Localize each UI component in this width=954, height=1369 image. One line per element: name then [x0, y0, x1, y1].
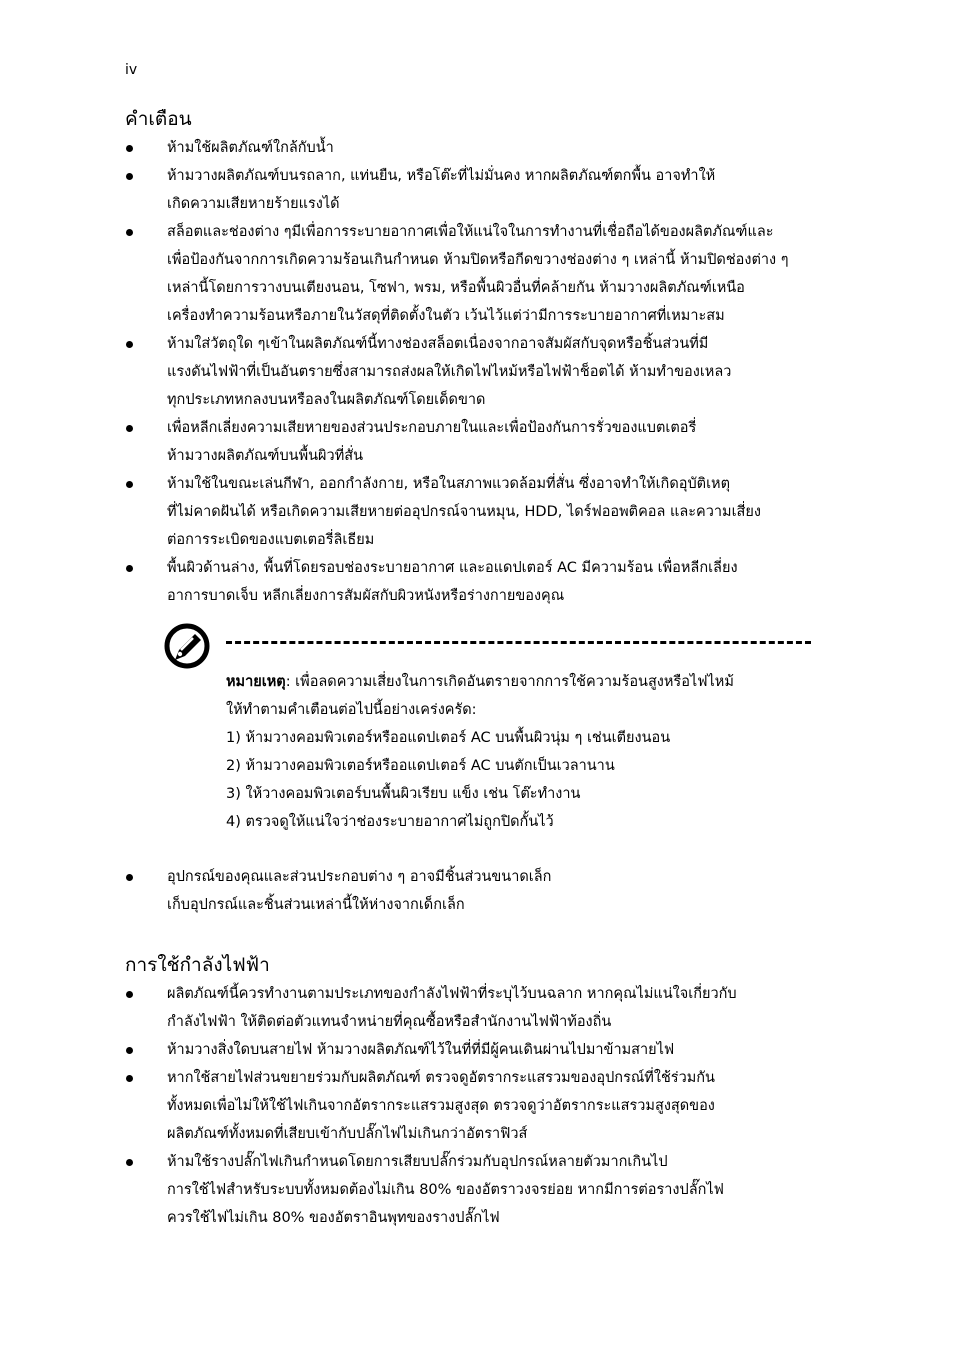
bullet-icon	[126, 1159, 133, 1166]
bullet-icon	[126, 425, 133, 432]
bullet-icon	[126, 229, 133, 236]
list-item	[125, 218, 815, 330]
parts-list	[125, 863, 815, 919]
list-item	[125, 1148, 815, 1232]
list-item	[125, 414, 815, 470]
item-text: เพื่อหลีกเลี่ยงความเสียหายของส่วนประกอบภายในและเพื่อป้องกันการรั่วของแบตเตอรี่	[167, 420, 697, 436]
item-text: อาการบาดเจ็บ หลีกเลี่ยงการสัมผัสกับผิวหนังหรือร่างกายของคุณ	[167, 588, 565, 604]
item-text: ต่อการระเบิดของแบตเตอรี่ลิเธียม	[167, 532, 375, 548]
bullet-icon	[126, 1075, 133, 1082]
item-text: ห้ามวางผลิตภัณฑ์บนพื้นผิวที่สั่น	[167, 448, 364, 464]
note-pencil-icon	[163, 622, 211, 670]
item-text: กำลังไฟฟ้า ให้ติดต่อตัวแทนจำหน่ายที่คุณซื้อหรือสำนักงานไฟฟ้าท้องถิ่น	[167, 1014, 612, 1030]
power-list	[125, 980, 815, 1232]
list-item	[125, 470, 815, 554]
item-text: เก็บอุปกรณ์และชิ้นส่วนเหล่านี้ให้ห่างจากเด็กเล็ก	[167, 897, 465, 913]
note-step: 2) ห้ามวางคอมพิวเตอร์หรืออแดปเตอร์ AC บนตักเป็นเวลานาน	[226, 758, 615, 774]
item-text: ควรใช้ไฟไม่เกิน 80% ของอัตราอินพุทของรางปลั๊กไฟ	[167, 1210, 500, 1226]
bullet-icon	[126, 481, 133, 488]
list-item	[125, 330, 815, 414]
power-heading: การใช้กำลังไฟฟ้า	[125, 954, 270, 976]
item-text: แรงดันไฟฟ้าที่เป็นอันตรายซึ่งสามารถส่งผลให้เกิดไฟไหม้หรือไฟฟ้าช็อตได้ ห้ามทำของเหลว	[167, 364, 732, 380]
item-text: ทั้งหมดเพื่อไม่ให้ใช้ไฟเกินจากอัตรากระแสรวมสูงสุด ตรวจดูว่าอัตรากระแสรวมสูงสุดของ	[167, 1098, 715, 1114]
item-text: เพื่อป้องกันจากการเกิดความร้อนเกินกำหนด ห้ามปิดหรือกีดขวางช่องต่าง ๆ เหล่านี้ ห้ามปิดช่องต่าง ๆ	[167, 252, 789, 268]
item-text: พื้นผิวด้านล่าง, พื้นที่โดยรอบช่องระบายอากาศ และอแดปเตอร์ AC มีความร้อน เพื่อหลีกเลี่ยง	[167, 560, 738, 576]
item-text: ห้ามวางสิ่งใดบนสายไฟ ห้ามวางผลิตภัณฑ์ไว้ในที่ที่มีผู้คนเดินผ่านไปมาข้ามสายไฟ	[167, 1042, 675, 1058]
page-number: iv	[125, 62, 138, 78]
bullet-icon	[126, 874, 133, 881]
item-text: ห้ามใช้ในขณะเล่นกีฬา, ออกกำลังกาย, หรือในสภาพแวดล้อมที่สั่น ซึ่งอาจทำให้เกิดอุบัติเหตุ	[167, 476, 731, 492]
item-text: การใช้ไฟสำหรับระบบทั้งหมดต้องไม่เกิน 80% ของอัตราวงจรย่อย หากมีการต่อรางปลั๊กไฟ	[167, 1182, 724, 1198]
item-text: สล็อตและช่องต่าง ๆมีเพื่อการระบายอากาศเพื่อให้แน่ใจในการทำงานที่เชื่อถือได้ของผลิตภัณฑ์และ	[167, 224, 774, 240]
warnings-heading: คำเตือน	[125, 108, 192, 130]
note-box	[226, 668, 816, 836]
note-line	[226, 668, 816, 696]
item-text: ทุกประเภทหกลงบนหรือลงในผลิตภัณฑ์โดยเด็ดขาด	[167, 392, 486, 408]
list-item	[125, 1036, 815, 1064]
note-text: ให้ทำตามคำเตือนต่อไปนี้อย่างเคร่งครัด:	[226, 702, 477, 718]
item-text: ผลิตภัณฑ์ทั้งหมดที่เสียบเข้ากับปลั๊กไฟไม่เกินกว่าอัตราฟิวส์	[167, 1126, 528, 1142]
warnings-list	[125, 134, 815, 610]
list-item	[125, 980, 815, 1036]
bullet-icon	[126, 341, 133, 348]
note-step: 1) ห้ามวางคอมพิวเตอร์หรืออแดปเตอร์ AC บนพื้นผิวนุ่ม ๆ เช่นเตียงนอน	[226, 730, 671, 746]
item-text: เหล่านี้โดยการวางบนเตียงนอน, โซฟา, พรม, หรือพื้นผิวอื่นที่คล้ายกัน ห้ามวางผลิตภัณฑ์เหนือ	[167, 280, 745, 296]
item-text: ห้ามใช้ผลิตภัณฑ์ใกล้กับน้ำ	[167, 140, 334, 156]
bullet-icon	[126, 991, 133, 998]
note-step: 3) ให้วางคอมพิวเตอร์บนพื้นผิวเรียบ แข็ง เช่น โต๊ะทำงาน	[226, 786, 581, 802]
bullet-icon	[126, 1047, 133, 1054]
note-divider	[226, 641, 811, 644]
list-item	[125, 863, 815, 919]
item-text: ห้ามใส่วัตถุใด ๆเข้าในผลิตภัณฑ์นี้ทางช่องสล็อตเนื่องจากอาจสัมผัสกับจุดหรือชิ้นส่วนที่มี	[167, 336, 709, 352]
note-text: : เพื่อลดความเสี่ยงในการเกิดอันตรายจากการใช้ความร้อนสูงหรือไฟไหม้	[285, 674, 734, 690]
bullet-icon	[126, 173, 133, 180]
note-label: หมายเหตุ	[226, 674, 286, 690]
list-item	[125, 162, 815, 218]
item-text: ห้ามใช้รางปลั๊กไฟเกินกำหนดโดยการเสียบปลั๊กร่วมกับอุปกรณ์หลายตัวมากเกินไป	[167, 1154, 668, 1170]
item-text: หากใช้สายไฟส่วนขยายร่วมกับผลิตภัณฑ์ ตรวจดูอัตรากระแสรวมของอุปกรณ์ที่ใช้ร่วมกัน	[167, 1070, 715, 1086]
bullet-icon	[126, 145, 133, 152]
list-item	[125, 554, 815, 610]
list-item	[125, 134, 815, 162]
item-text: เครื่องทำความร้อนหรือภายในวัสดุที่ติดตั้งในตัว เว้นไว้แต่ว่ามีการระบายอากาศที่เหมาะสม	[167, 308, 725, 324]
item-text: เกิดความเสียหายร้ายแรงได้	[167, 196, 340, 212]
list-item	[125, 1064, 815, 1148]
item-text: ที่ไม่คาดฝันได้ หรือเกิดความเสียหายต่ออุปกรณ์จานหมุน, HDD, ไดร์ฟออพติคอล และความเสี่ยง	[167, 504, 761, 520]
item-text: ผลิตภัณฑ์นี้ควรทำงานตามประเภทของกำลังไฟฟ้าที่ระบุไว้บนฉลาก หากคุณไม่แน่ใจเกี่ยวกับ	[167, 986, 737, 1002]
note-step: 4) ตรวจดูให้แน่ใจว่าช่องระบายอากาศไม่ถูกปิดกั้นไว้	[226, 814, 554, 830]
bullet-icon	[126, 565, 133, 572]
item-text: อุปกรณ์ของคุณและส่วนประกอบต่าง ๆ อาจมีชิ้นส่วนขนาดเล็ก	[167, 869, 552, 885]
item-text: ห้ามวางผลิตภัณฑ์บนรถลาก, แท่นยืน, หรือโต๊ะที่ไม่มั่นคง หากผลิตภัณฑ์ตกพื้น อาจทำให้	[167, 168, 716, 184]
